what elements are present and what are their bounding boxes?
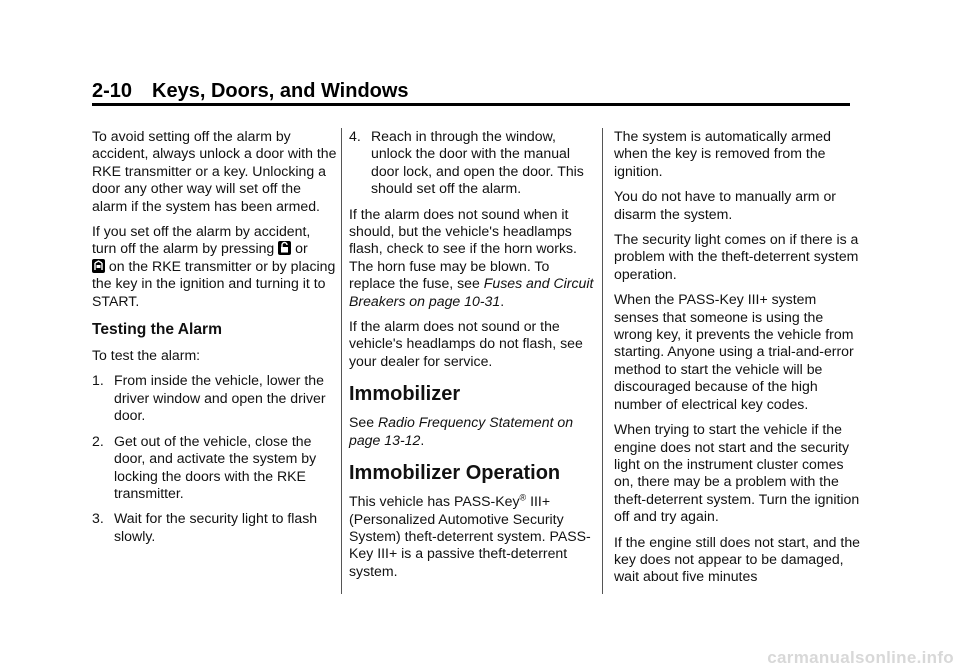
list-number: 2. [92, 432, 104, 449]
column-3 [614, 128, 860, 594]
paragraph: When trying to start the vehicle if the engine does not start and the security light on the instrument cluster comes on, there may be a problem with the theft-deterrent system. Turn the ignition off and try again. [614, 421, 860, 525]
list-text: Reach in through the window, unlock the door with the manual door lock, and open the door. This should set off the alarm. [371, 128, 584, 197]
list-item [92, 433, 338, 503]
text: . [420, 431, 425, 448]
paragraph: If the alarm does not sound or the vehicle's headlamps do not flash, see your dealer for service. [349, 318, 583, 369]
heading-immobilizer-operation: Immobilizer Operation [349, 462, 561, 485]
text: III+ (Personalized Automotive Security System) theft-deterrent system. PASS-Key III+ is a passive theft-deterrent system. [349, 493, 591, 579]
paragraph: The system is automatically armed when the key is removed from the ignition. [614, 128, 831, 179]
paragraph: The security light comes on if there is a problem with the theft-deterrent system operation. [614, 231, 859, 282]
column-divider [602, 128, 603, 594]
text: . [500, 292, 505, 309]
subheading-testing-alarm: Testing the Alarm [92, 321, 222, 339]
text: or [291, 240, 308, 257]
text: If you set off the alarm by accident, turn off the alarm by pressing [92, 223, 311, 257]
text: If the alarm does not sound when it should, but the vehicle's headlamps flash, check to see if the horn works. The horn fuse may be blown. To replace the fuse, see [349, 205, 577, 292]
cross-reference-link[interactable]: Fuses and Circuit Breakers on page 10-31 [349, 275, 594, 309]
cross-reference-link[interactable]: Radio Frequency Statement on page 13-12 [349, 414, 574, 448]
section-title: Keys, Doors, and Windows [152, 80, 409, 102]
list-item [92, 510, 338, 545]
list-text: Wait for the security light to flash slowly. [114, 510, 318, 544]
list-text: From inside the vehicle, lower the driver window and open the driver door. [114, 372, 326, 424]
watermark: carmanualsonline.info [767, 648, 954, 667]
column-2 [349, 128, 595, 588]
text: This vehicle has PASS-Key [349, 493, 520, 510]
list-item [349, 128, 595, 198]
column-1 [92, 128, 338, 553]
list-item [92, 372, 338, 424]
page-number: 2-10 [92, 80, 133, 102]
remote-start-car-icon [92, 259, 105, 273]
text: See [349, 414, 378, 431]
list-number: 3. [92, 510, 104, 527]
text: on the RKE transmitter or by placing the key in the ignition and turning it to START. [92, 257, 336, 309]
paragraph [349, 493, 595, 580]
unlock-padlock-icon [278, 241, 291, 255]
paragraph: To test the alarm: [92, 347, 201, 364]
list-text: Get out of the vehicle, close the door, and activate the system by locking the doors with the RKE transmitter. [114, 432, 317, 501]
paragraph [349, 206, 595, 310]
list-number: 1. [92, 372, 104, 389]
paragraph [349, 414, 595, 449]
paragraph: When the PASS-Key III+ system senses that someone is using the wrong key, it prevents the vehicle from starting. Anyone using a trial-and-error method to start the vehicle will be discouraged because of the high number of electrical key codes. [614, 291, 854, 412]
paragraph: You do not have to manually arm or disarm the system. [614, 188, 836, 222]
list-number: 4. [349, 128, 361, 144]
paragraph: To avoid setting off the alarm by accident, always unlock a door with the RKE transmitter or a key. Unlocking a door any other way will set off the alarm if the system has been armed. [92, 128, 337, 214]
page-header [92, 80, 409, 103]
column-divider [341, 128, 342, 594]
header-rule [92, 103, 850, 106]
paragraph [92, 223, 338, 310]
heading-immobilizer: Immobilizer [349, 383, 461, 406]
paragraph: If the engine still does not start, and the key does not appear to be damaged, wait about five minutes [614, 533, 861, 585]
registered-mark: ® [519, 492, 527, 503]
